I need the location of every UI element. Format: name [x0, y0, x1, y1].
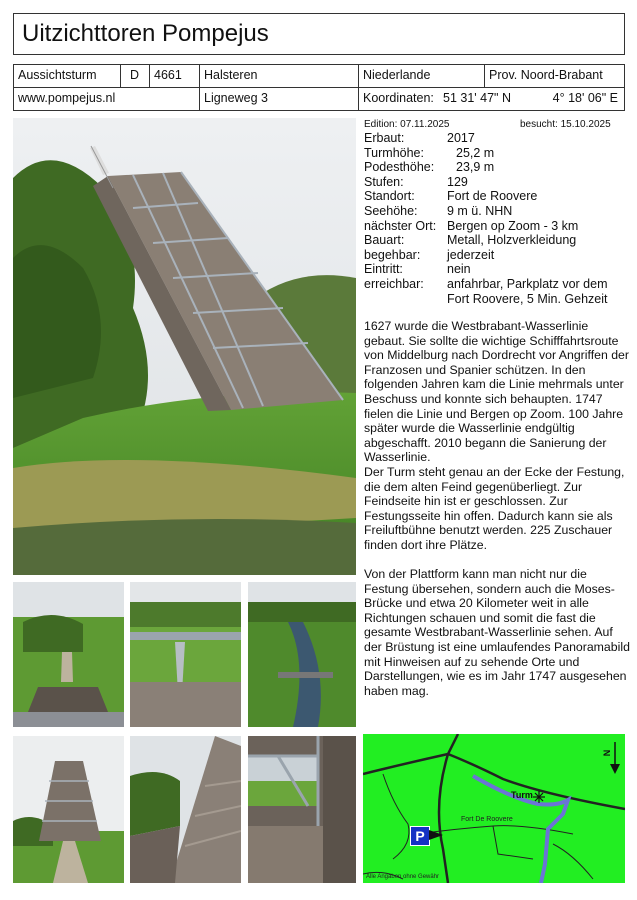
meta-postcode: 4661: [149, 64, 200, 88]
meta-province: Prov. Noord-Brabant: [484, 64, 625, 88]
coord-lon: 4° 18' 06" E: [552, 91, 618, 105]
meta-country: Niederlande: [358, 64, 485, 88]
fact-label: Podesthöhe:: [364, 160, 435, 175]
visited-date: 15.10.2025: [560, 119, 611, 130]
fact-label: begehbar:: [364, 247, 421, 262]
coord-label: Koordinaten:: [363, 91, 434, 105]
fact-label: nächster Ort:: [364, 218, 437, 233]
tower-marker-label: Turm: [511, 790, 533, 800]
parking-pointer: [429, 830, 443, 840]
fact-label: Eintritt:: [364, 262, 403, 277]
meta-street: Ligneweg 3: [199, 87, 359, 111]
fact-row: [364, 131, 632, 146]
page-title: Uitzichttoren Pompejus: [13, 13, 625, 55]
description: [364, 319, 632, 698]
fact-value: Fort de Roovere: [447, 189, 538, 204]
fact-row: [364, 160, 632, 175]
fact-row: [364, 262, 632, 277]
photo-bridge-view: [130, 582, 241, 727]
fact-value: 129: [447, 174, 468, 189]
meta-coordinates: [358, 87, 625, 111]
photo-seating: [130, 736, 241, 883]
description-para-3: Von der Plattform kann man nicht nur die Festung übersehen, sondern auch die Moses-Brücke und etwa 20 Kilometer weit in alle Richtungen schauen und somit die fast die gesamte Westbrabant-Wasserlinie sehen. Auf der Brüstung ist eine umlaufendes Panoramabild mit Hinweisen auf zu sehende Orte und Darstellungen, wie es im Jahr 1747 ausgesehen haben mag.: [364, 567, 630, 698]
location-map[interactable]: [363, 734, 625, 883]
fact-label: Turmhöhe:: [364, 145, 424, 160]
fact-row: [364, 204, 632, 219]
fact-row: [364, 175, 632, 190]
photo-moat: [248, 582, 356, 727]
parking-icon: P: [410, 826, 430, 846]
edition-line: [364, 118, 626, 132]
fact-row: [364, 146, 632, 161]
fact-value: 23,9 m: [456, 160, 495, 175]
photo-fort-path: [13, 582, 124, 727]
fact-value: Fort Roovere, 5 Min. Gehzeit: [447, 291, 608, 306]
meta-type: Aussichtsturm: [13, 64, 121, 88]
photo-tower-front: [13, 736, 124, 883]
fact-value: anfahrbar, Parkplatz vor dem: [447, 277, 608, 291]
fact-row: [364, 292, 632, 307]
fact-label: Erbaut:: [364, 131, 405, 145]
edition-date: 07.11.2025: [400, 119, 450, 130]
fact-value: nein: [447, 262, 471, 277]
meta-city: Halsteren: [199, 64, 359, 88]
fact-row: [364, 248, 632, 263]
fact-value: 9 m ü. NHN: [447, 204, 513, 218]
fact-label: Standort:: [364, 189, 415, 204]
fact-row: [364, 277, 632, 292]
fact-label: Stufen:: [364, 174, 404, 189]
facts-list: [364, 131, 632, 311]
visited-label: besucht:: [520, 119, 558, 130]
fact-label: erreichbar:: [364, 277, 424, 291]
fact-value: 25,2 m: [456, 145, 495, 160]
fact-row: [364, 189, 632, 204]
fort-label: Fort De Roovere: [461, 816, 513, 823]
description-para-2: Der Turm steht genau an der Ecke der Festung, die dem alten Feind gegenüberliegt. Zur Feindseite hin ist er geschlossen. Zur Festungsseite hin offen. Dadurch kann sie als Freiluftbühne benutzt werden. 225 Zuschauer finden dort ihre Plätze.: [364, 464, 625, 552]
fact-row: [364, 219, 632, 234]
edition-label: Edition:: [364, 119, 398, 130]
fact-row: [364, 233, 632, 248]
map-disclaimer: Alle Angaben ohne Gewähr: [366, 874, 440, 880]
main-photo-tower: [13, 118, 356, 575]
fact-value: Bergen op Zoom - 3 km: [447, 218, 579, 233]
photo-interior: [248, 736, 356, 883]
fact-value: jederzeit: [447, 247, 495, 262]
meta-country-code: D: [120, 64, 150, 88]
north-arrow-icon: N: [601, 749, 612, 757]
fact-label: Seehöhe:: [364, 204, 418, 218]
fact-value: 2017: [447, 131, 475, 145]
description-para-1: 1627 wurde die Westbrabant-Wasserlinie gebaut. Sie sollte die wichtige Schifffahrtsroute von Middelburg nach Dordrecht vor Angriffen der Franzosen und Spanier schützen. In den folgenden Jahren kam die Linie mehrmals unter Beschuss und konnte sich behaupten. 1747 fielen die Linie und Bergen op Zoom. 100 Jahre später wurde die Wasserlinie endgültig abgeschafft. 2010 begann die Sanierung der Wasserlinie.: [364, 319, 629, 465]
meta-website[interactable]: www.pompejus.nl: [13, 87, 200, 111]
fact-label: Bauart:: [364, 233, 405, 248]
coord-lat: 51 31' 47" N: [443, 91, 511, 105]
fact-value: Metall, Holzverkleidung: [447, 233, 577, 248]
